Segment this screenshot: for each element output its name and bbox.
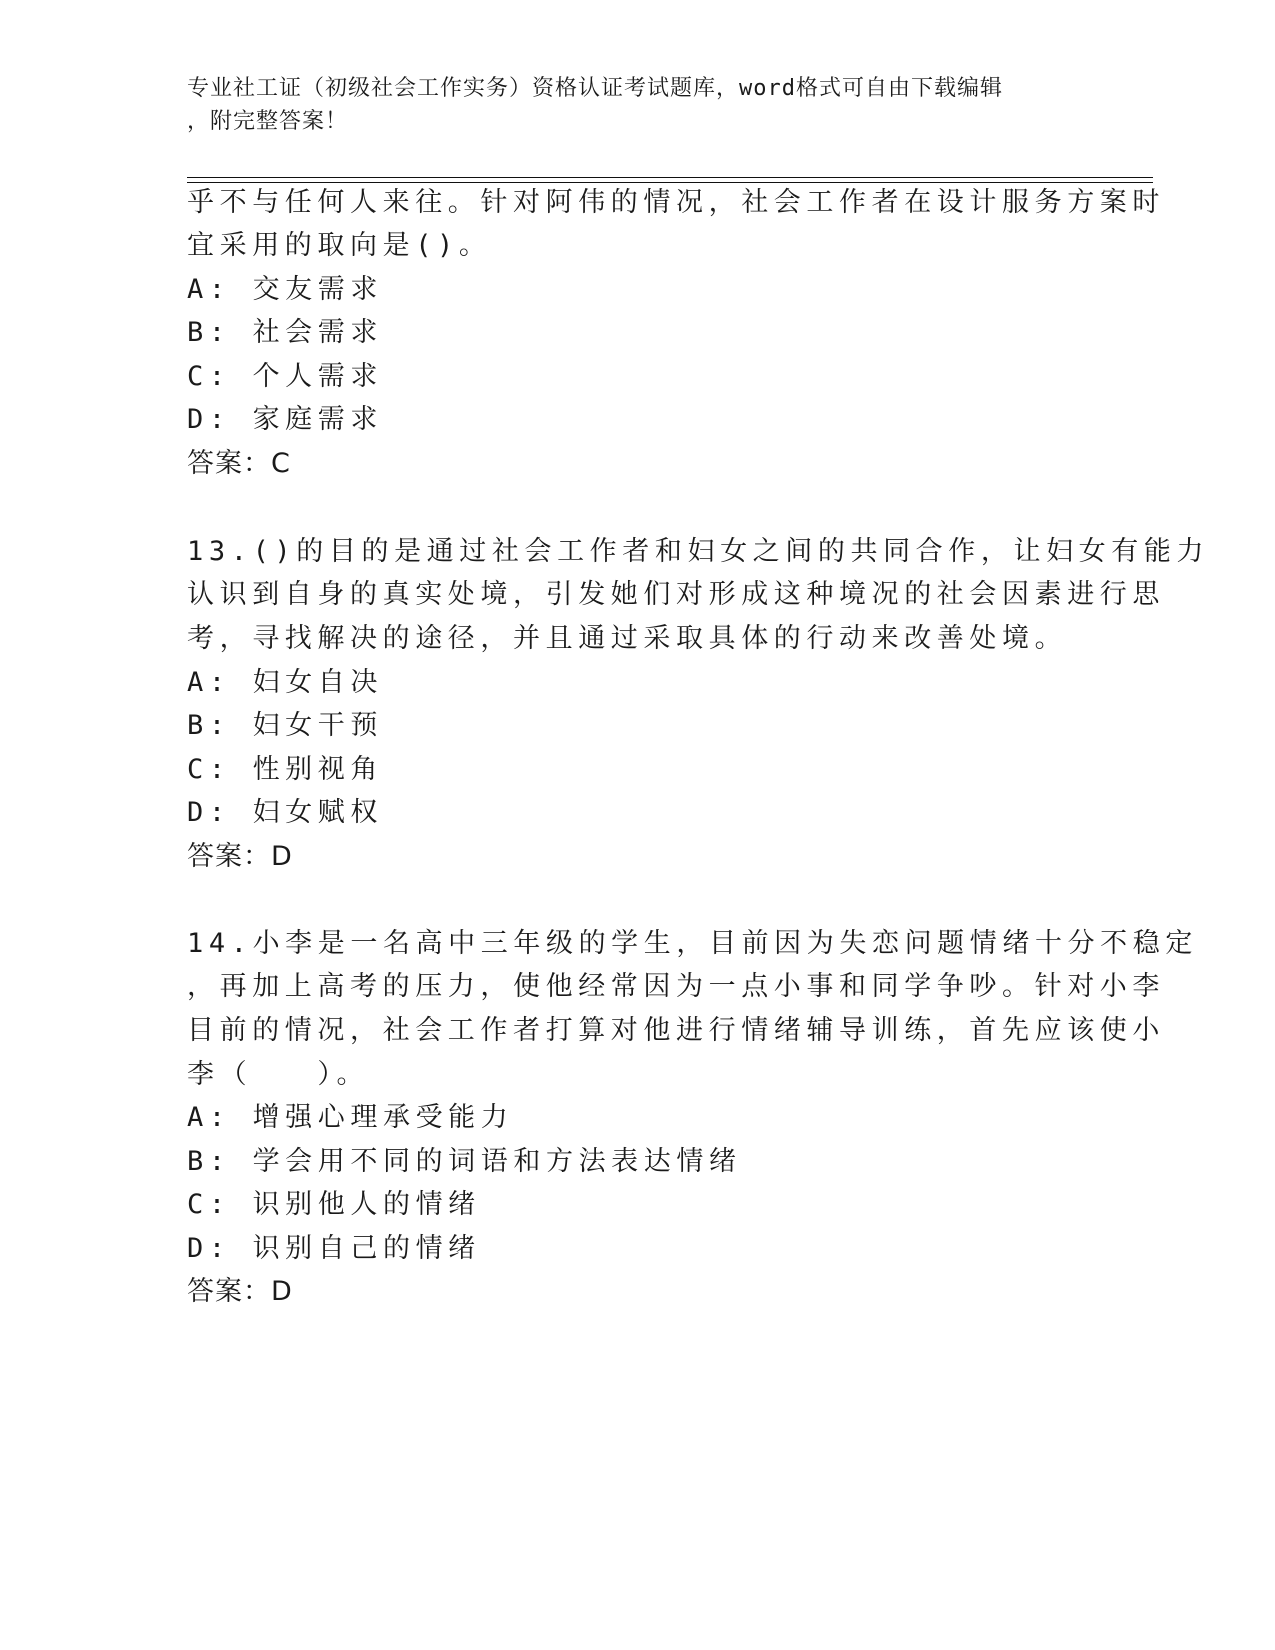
header-title-line-1: 专业社工证（初级社会工作实务）资格认证考试题库，word格式可自由下载编辑 bbox=[187, 76, 1003, 101]
q14-option-b: B: 学会用不同的词语和方法表达情绪 bbox=[187, 1146, 742, 1177]
q12-text-line-2: 宜采用的取向是()。 bbox=[187, 230, 492, 261]
q12-option-c: C: 个人需求 bbox=[187, 361, 383, 392]
q14-option-a: A: 增强心理承受能力 bbox=[187, 1102, 514, 1133]
header-divider-top bbox=[187, 177, 1153, 178]
q13-text-line-1: 13.()的目的是通过社会工作者和妇女之间的共同合作，让妇女有能力 bbox=[187, 536, 1210, 567]
q13-option-b: B: 妇女干预 bbox=[187, 710, 383, 741]
q14-option-d: D: 识别自己的情绪 bbox=[187, 1233, 481, 1264]
q12-option-d: D: 家庭需求 bbox=[187, 404, 383, 435]
q13-option-c: C: 性别视角 bbox=[187, 754, 383, 785]
q12-option-b: B: 社会需求 bbox=[187, 317, 383, 348]
header-divider-bottom bbox=[187, 182, 1153, 183]
q14-option-c: C: 识别他人的情绪 bbox=[187, 1189, 481, 1220]
q14-text-line-2: ，再加上高考的压力，使他经常因为一点小事和同学争吵。针对小李 bbox=[187, 971, 1165, 1002]
q13-text-line-3: 考，寻找解决的途径，并且通过采取具体的行动来改善处境。 bbox=[187, 623, 1068, 654]
q14-text-line-4: 李（ ）。 bbox=[187, 1059, 370, 1090]
q12-text-line-1: 乎不与任何人来往。针对阿伟的情况，社会工作者在设计服务方案时 bbox=[187, 187, 1165, 218]
q14-text-line-1: 14.小李是一名高中三年级的学生，目前因为失恋问题情绪十分不稳定 bbox=[187, 928, 1198, 959]
q13-option-a: A: 妇女自决 bbox=[187, 667, 383, 698]
q13-option-d: D: 妇女赋权 bbox=[187, 797, 383, 828]
document-header bbox=[187, 72, 1067, 138]
q14-text-line-3: 目前的情况，社会工作者打算对他进行情绪辅导训练，首先应该使小 bbox=[187, 1015, 1165, 1046]
header-title-line-2: ，附完整答案！ bbox=[187, 109, 349, 134]
q14-answer: 答案：D bbox=[187, 1276, 293, 1307]
q12-option-a: A: 交友需求 bbox=[187, 274, 383, 305]
q13-text-line-2: 认识到自身的真实处境，引发她们对形成这种境况的社会因素进行思 bbox=[187, 579, 1165, 610]
q13-answer: 答案：D bbox=[187, 841, 293, 872]
q12-answer: 答案：C bbox=[187, 448, 291, 479]
